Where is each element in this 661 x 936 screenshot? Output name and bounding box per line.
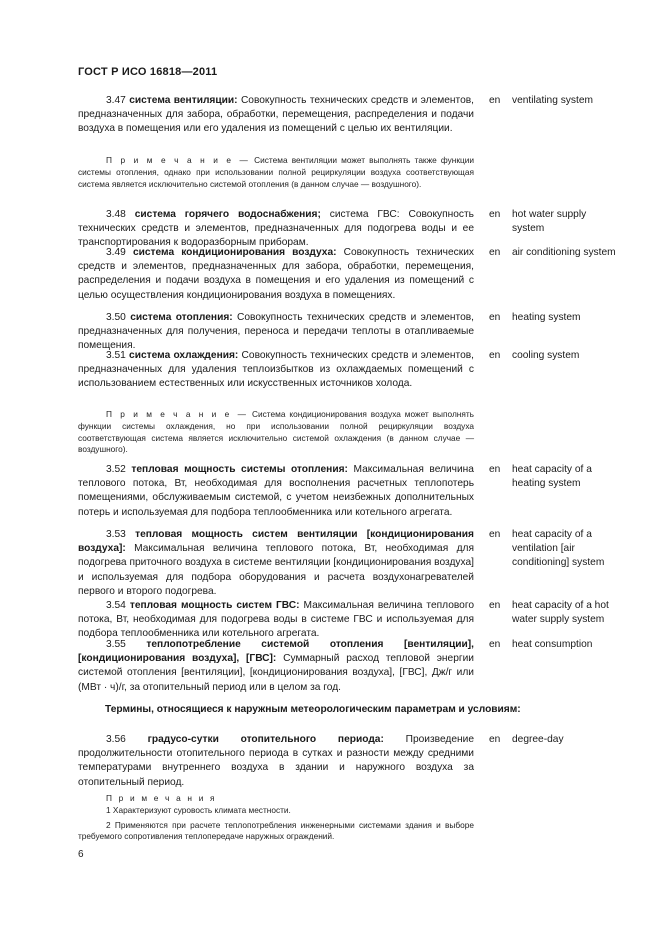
entry-3-54 [78, 599, 474, 642]
entry-number: 3.50 [106, 312, 126, 323]
note-label: П р и м е ч а н и е — [106, 409, 249, 419]
entry-3-51 [78, 349, 474, 392]
entry-number: 3.49 [106, 247, 126, 258]
entry-number: 3.52 [106, 464, 126, 475]
entry-3-49 [78, 246, 474, 303]
note-ventilation [78, 155, 474, 190]
en-label: en [489, 639, 501, 650]
entry-definition: Совокупность технических средств и элементов, предназначенных для забора, обработки, перемещения, распределения и подачи воздуха в помещения или его удаления из помещений с целью их вентиляции. [78, 95, 474, 135]
document-header: ГОСТ Р ИСО 16818—2011 [78, 66, 218, 78]
entry-3-47 [78, 94, 474, 137]
entry-term: система горячего водоснабжения; [134, 209, 321, 220]
note-label: П р и м е ч а н и е — [106, 155, 251, 165]
entry-definition: Совокупность технических средств и элементов, предназначенных для получения, переноса и передачи теплоты в отапливаемые помещения. [78, 312, 474, 352]
entry-definition: Суммарный расход тепловой энергии системой отопления [вентиляции], [кондиционирования воздуха], [ГВС], Дж/г или (МВт · ч)/г, за отопительный период или в целом за год. [78, 653, 474, 693]
entry-number: 3.54 [106, 600, 126, 611]
english-equivalent: heat consumption [512, 639, 593, 650]
entry-definition: Максимальная величина теплового потока, Вт, необходимая для подогрева приточного воздуха в системе вентиляции [кондиционирования воздуха] и используемая для подбора оборудования и расчета воздухонагревателей первого и второго подогрева. [78, 543, 474, 597]
note-item: 1 Характеризуют суровость климата местности. [106, 804, 291, 815]
section-heading: Термины, относящиеся к наружным метеорологическим параметрам и условиям: [105, 704, 521, 715]
english-equivalent: heat capacity of a ventilation [air conditioning] system [512, 529, 605, 569]
entry-term: система отопления: [130, 312, 233, 323]
english-equivalent: degree-day [512, 734, 564, 745]
entry-3-50 [78, 311, 474, 354]
en-label: en [489, 464, 501, 475]
entry-term: тепловая мощность систем вентиляции [кондиционирования воздуха]: [78, 529, 474, 555]
page-number: 6 [78, 849, 84, 860]
notes-label: П р и м е ч а н и я [106, 793, 217, 803]
note-text: Система вентиляции может выполнять также функции системы отопления, однако при использовании полной рециркуляции воздуха соответствующая система является исключительно системой отопления (в данном случае — воздушного). [78, 155, 474, 189]
entry-number: 3.55 [106, 639, 126, 650]
entry-number: 3.48 [106, 209, 126, 220]
entry-number: 3.56 [106, 734, 126, 745]
entry-term: теплопотребление системой отопления [вентиляции], [кондиционирования воздуха], [ГВС]: [78, 639, 474, 665]
en-label: en [489, 312, 501, 323]
entry-number: 3.47 [106, 95, 126, 106]
en-label: en [489, 209, 501, 220]
en-label: en [489, 529, 501, 540]
en-label: en [489, 734, 501, 745]
entry-definition: система ГВС: Совокупность технических средств и элементов, предназначенных для подогрева воды и ее транспортирования к водоразборным приборам. [78, 209, 474, 249]
entry-term: система охлаждения: [129, 350, 239, 361]
note-item: 2 Применяются при расчете теплопотребления инженерными системами здания и выборе требуемого сопротивления теплопередаче наружных ограждений. [78, 819, 474, 842]
english-equivalent: air conditioning system [512, 247, 616, 258]
entry-definition: Максимальная величина теплового потока, Вт, необходимая для подогрева воды в системе ГВС и используемая для подбора теплообменника или котельного агрегата. [78, 600, 474, 640]
entry-3-55 [78, 638, 474, 695]
entry-definition: Максимальная величина теплового потока, Вт, необходимая для восполнения расчетных теплопотерь помещениями, обслуживаемым системой, с учетом неизбежных дополнительных потерь и используемая для подбора теплообменника или котельного агрегата. [78, 464, 474, 518]
en-label: en [489, 247, 501, 258]
entry-term: градусо-сутки отопительного периода: [147, 734, 384, 745]
entry-number: 3.51 [106, 350, 126, 361]
en-label: en [489, 95, 501, 106]
entry-number: 3.53 [106, 529, 126, 540]
english-equivalent: cooling system [512, 350, 580, 361]
english-equivalent: heating system [512, 312, 581, 323]
entry-term: тепловая мощность систем ГВС: [129, 600, 300, 611]
entry-3-52 [78, 463, 474, 520]
en-label: en [489, 600, 501, 611]
entry-3-56 [78, 733, 474, 790]
entry-3-48 [78, 208, 474, 251]
entry-3-53 [78, 528, 474, 599]
english-equivalent: heat capacity of a hot water supply system [512, 600, 609, 626]
english-equivalent: ventilating system [512, 95, 593, 106]
english-equivalent: heat capacity of a heating system [512, 464, 592, 490]
notes-final [78, 793, 474, 843]
note-text: Система кондиционирования воздуха может выполнять функции системы охлаждения, но при использовании полной рециркуляции воздуха соответствующая система является исключительно системой охлаждения (в данном случае — воздушного). [78, 409, 474, 455]
en-label: en [489, 350, 501, 361]
entry-term: система вентиляции: [129, 95, 238, 106]
note-air-conditioning [78, 409, 474, 456]
entry-term: тепловая мощность системы отопления: [131, 464, 348, 475]
entry-definition: Произведение продолжительности отопительного периода в сутках и разности между средними температурами внутреннего воздуха в здании и наружного воздуха за отопительный период. [78, 734, 474, 788]
entry-definition: Совокупность технических средств и элементов, предназначенных для удаления теплоизбытков из охлаждаемых помещений с использованием естественных или искусственных источников холода. [78, 350, 474, 390]
entry-definition: Совокупность технических средств и элементов, предназначенных для забора, обработки, перемещения, распределения и подачи воздуха в помещения и его удаления из помещений с целью осуществления кондиционирования воздуха в помещениях. [78, 247, 474, 301]
entry-term: система кондиционирования воздуха: [132, 247, 337, 258]
english-equivalent: hot water supply system [512, 209, 587, 235]
